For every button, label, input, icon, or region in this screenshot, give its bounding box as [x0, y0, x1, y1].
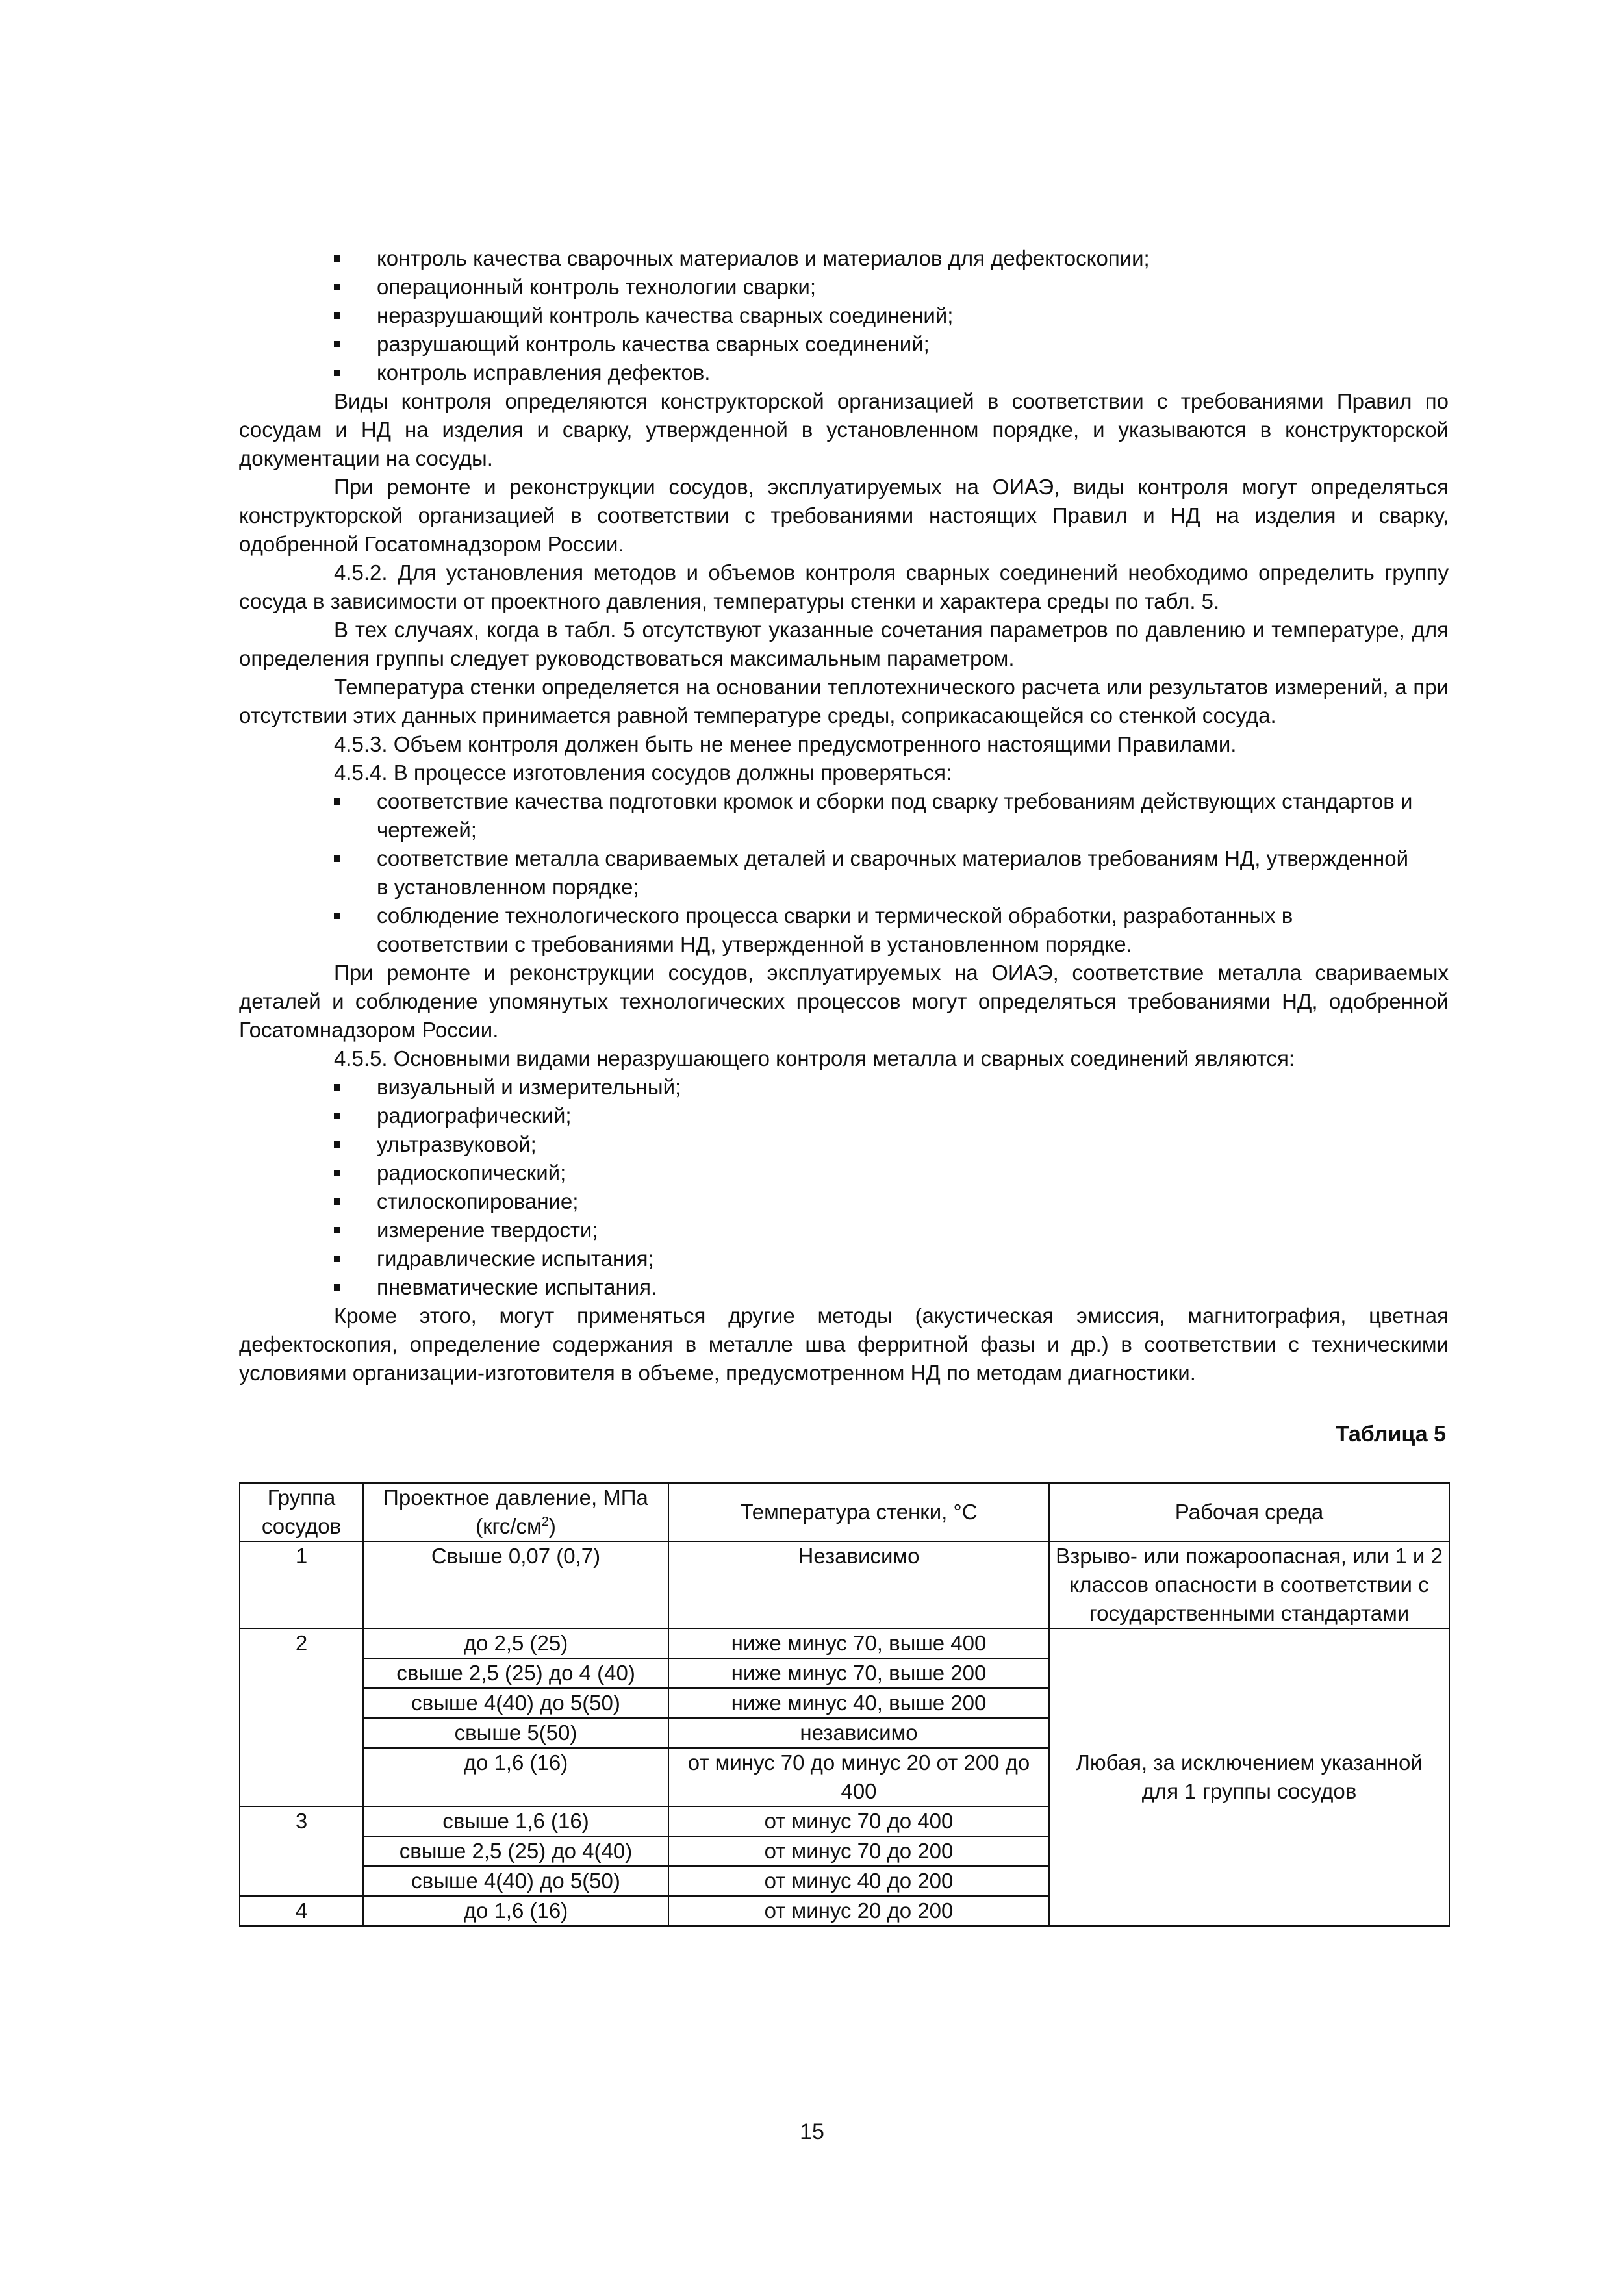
list-item: неразрушающий контроль качества сварных соединений;: [239, 301, 1449, 330]
table-header-row: [240, 1483, 1449, 1541]
cell-pressure: до 2,5 (25): [363, 1628, 668, 1658]
cell-temperature: от минус 40 до 200: [668, 1866, 1049, 1896]
cell-pressure: Свыше 0,07 (0,7): [363, 1541, 668, 1628]
cell-temperature: от минус 70 до минус 20 от 200 до 400: [668, 1748, 1049, 1806]
list-item: радиоскопический;: [239, 1159, 1449, 1187]
cell-pressure: свыше 4(40) до 5(50): [363, 1688, 668, 1718]
paragraph-repair-2: При ремонте и реконструкции сосудов, эксплуатируемых на ОИАЭ, соответствие металла свариваемых деталей и соблюдение упомянутых технологических процессов могут определяться требованиями НД, одобренной Госатомнадзором России.: [239, 961, 1449, 1042]
list-item: разрушающий контроль качества сварных соединений;: [239, 330, 1449, 359]
list-item: ультразвуковой;: [239, 1130, 1449, 1159]
cell-pressure: свыше 2,5 (25) до 4 (40): [363, 1658, 668, 1688]
table-caption: Таблица 5: [1335, 1422, 1446, 1447]
paragraph-4-5-2: 4.5.2. Для установления методов и объемов контроля сварных соединений необходимо определить группу сосуда в зависимости от проектного давления, температуры стенки и характера среды по табл. 5.: [239, 561, 1449, 613]
cell-temperature: от минус 20 до 200: [668, 1896, 1049, 1926]
cell-temperature: ниже минус 70, выше 200: [668, 1658, 1049, 1688]
cell-group: 2: [240, 1628, 363, 1806]
vessel-groups-table: [239, 1482, 1450, 1927]
paragraph-4-5-5: 4.5.5. Основными видами неразрушающего контроля металла и сварных соединений являются:: [334, 1046, 1295, 1070]
cell-group: 4: [240, 1896, 363, 1926]
list-item: контроль качества сварочных материалов и материалов для дефектоскопии;: [239, 244, 1449, 273]
paragraph-repair-1: При ремонте и реконструкции сосудов, эксплуатируемых на ОИАЭ, виды контроля могут определяться конструкторской организацией в соответствии с требованиями настоящих Правил и НД на изделия и сварку, одобренной Госатомнадзором России.: [239, 475, 1449, 556]
cell-temperature: от минус 70 до 200: [668, 1836, 1049, 1866]
cell-pressure: до 1,6 (16): [363, 1748, 668, 1806]
cell-temperature: независимо: [668, 1718, 1049, 1748]
paragraph-absent-params: В тех случаях, когда в табл. 5 отсутствуют указанные сочетания параметров по давлению и температуре, для определения группы следует руководствоваться максимальным параметром.: [239, 618, 1449, 670]
list-item: радиографический;: [239, 1102, 1449, 1130]
paragraph-other-methods: Кроме этого, могут применяться другие методы (акустическая эмиссия, магнитография, цветная дефектоскопия, определение содержания в металле шва ферритной фазы и др.) в соответствии с техническими условиями организации-изготовителя в объеме, предусмотренном НД по методам диагностики.: [239, 1304, 1449, 1385]
header-group: Группа сосудов: [240, 1483, 363, 1541]
cell-pressure: свыше 4(40) до 5(50): [363, 1866, 668, 1896]
list-item: операционный контроль технологии сварки;: [239, 273, 1449, 301]
list-item: соответствие металла свариваемых деталей и сварочных материалов требованиям НД, утвержденной в установленном порядке;: [239, 844, 1449, 902]
cell-temperature: ниже минус 70, выше 400: [668, 1628, 1049, 1658]
paragraph-wall-temperature: Температура стенки определяется на основании теплотехнического расчета или результатов измерений, а при отсутствии этих данных принимается равной температуре среды, соприкасающейся со стенкой сосуда.: [239, 675, 1449, 727]
header-medium: Рабочая среда: [1049, 1483, 1449, 1541]
cell-temperature: Независимо: [668, 1541, 1049, 1628]
paragraph-4-5-3: 4.5.3. Объем контроля должен быть не менее предусмотренного настоящими Правилами.: [334, 732, 1237, 756]
cell-temperature: ниже минус 40, выше 200: [668, 1688, 1049, 1718]
list-item: пневматические испытания.: [239, 1273, 1449, 1302]
table-row: [240, 1541, 1449, 1628]
cell-group: 1: [240, 1541, 363, 1628]
list-item: гидравлические испытания;: [239, 1245, 1449, 1273]
cell-medium: Любая, за исключением указанной для 1 группы сосудов: [1049, 1628, 1449, 1926]
list-item: контроль исправления дефектов.: [239, 359, 1449, 387]
cell-temperature: от минус 70 до 400: [668, 1806, 1049, 1836]
page-body: [239, 244, 1449, 1927]
cell-medium: Взрыво- или пожароопасная, или 1 и 2 классов опасности в соответствии с государственными стандартами: [1049, 1541, 1449, 1628]
list-item: стилоскопирование;: [239, 1187, 1449, 1216]
page-number: 15: [800, 2119, 824, 2144]
cell-pressure: до 1,6 (16): [363, 1896, 668, 1926]
paragraph-4-5-4: 4.5.4. В процессе изготовления сосудов должны проверяться:: [334, 761, 952, 785]
paragraph-control-types: Виды контроля определяются конструкторской организацией в соответствии с требованиями Правил по сосудам и НД на изделия и сварку, утвержденной в установленном порядке, и указываются в конструкторской документации на сосуды.: [239, 389, 1449, 470]
header-temperature: Температура стенки, °С: [668, 1483, 1049, 1541]
cell-pressure: свыше 1,6 (16): [363, 1806, 668, 1836]
list-item: измерение твердости;: [239, 1216, 1449, 1245]
list-item: визуальный и измерительный;: [239, 1073, 1449, 1102]
cell-pressure: свыше 5(50): [363, 1718, 668, 1748]
list-item: соблюдение технологического процесса сварки и термической обработки, разработанных в соответствии с требованиями НД, утвержденной в установленном порядке.: [239, 902, 1449, 959]
table-row: [240, 1628, 1449, 1658]
header-pressure: Проектное давление, МПа $(кгс/см^2)$: [363, 1483, 668, 1541]
list-item: соответствие качества подготовки кромок и сборки под сварку требованиям действующих стандартов и чертежей;: [239, 787, 1449, 844]
cell-group: 3: [240, 1806, 363, 1896]
cell-pressure: свыше 2,5 (25) до 4(40): [363, 1836, 668, 1866]
